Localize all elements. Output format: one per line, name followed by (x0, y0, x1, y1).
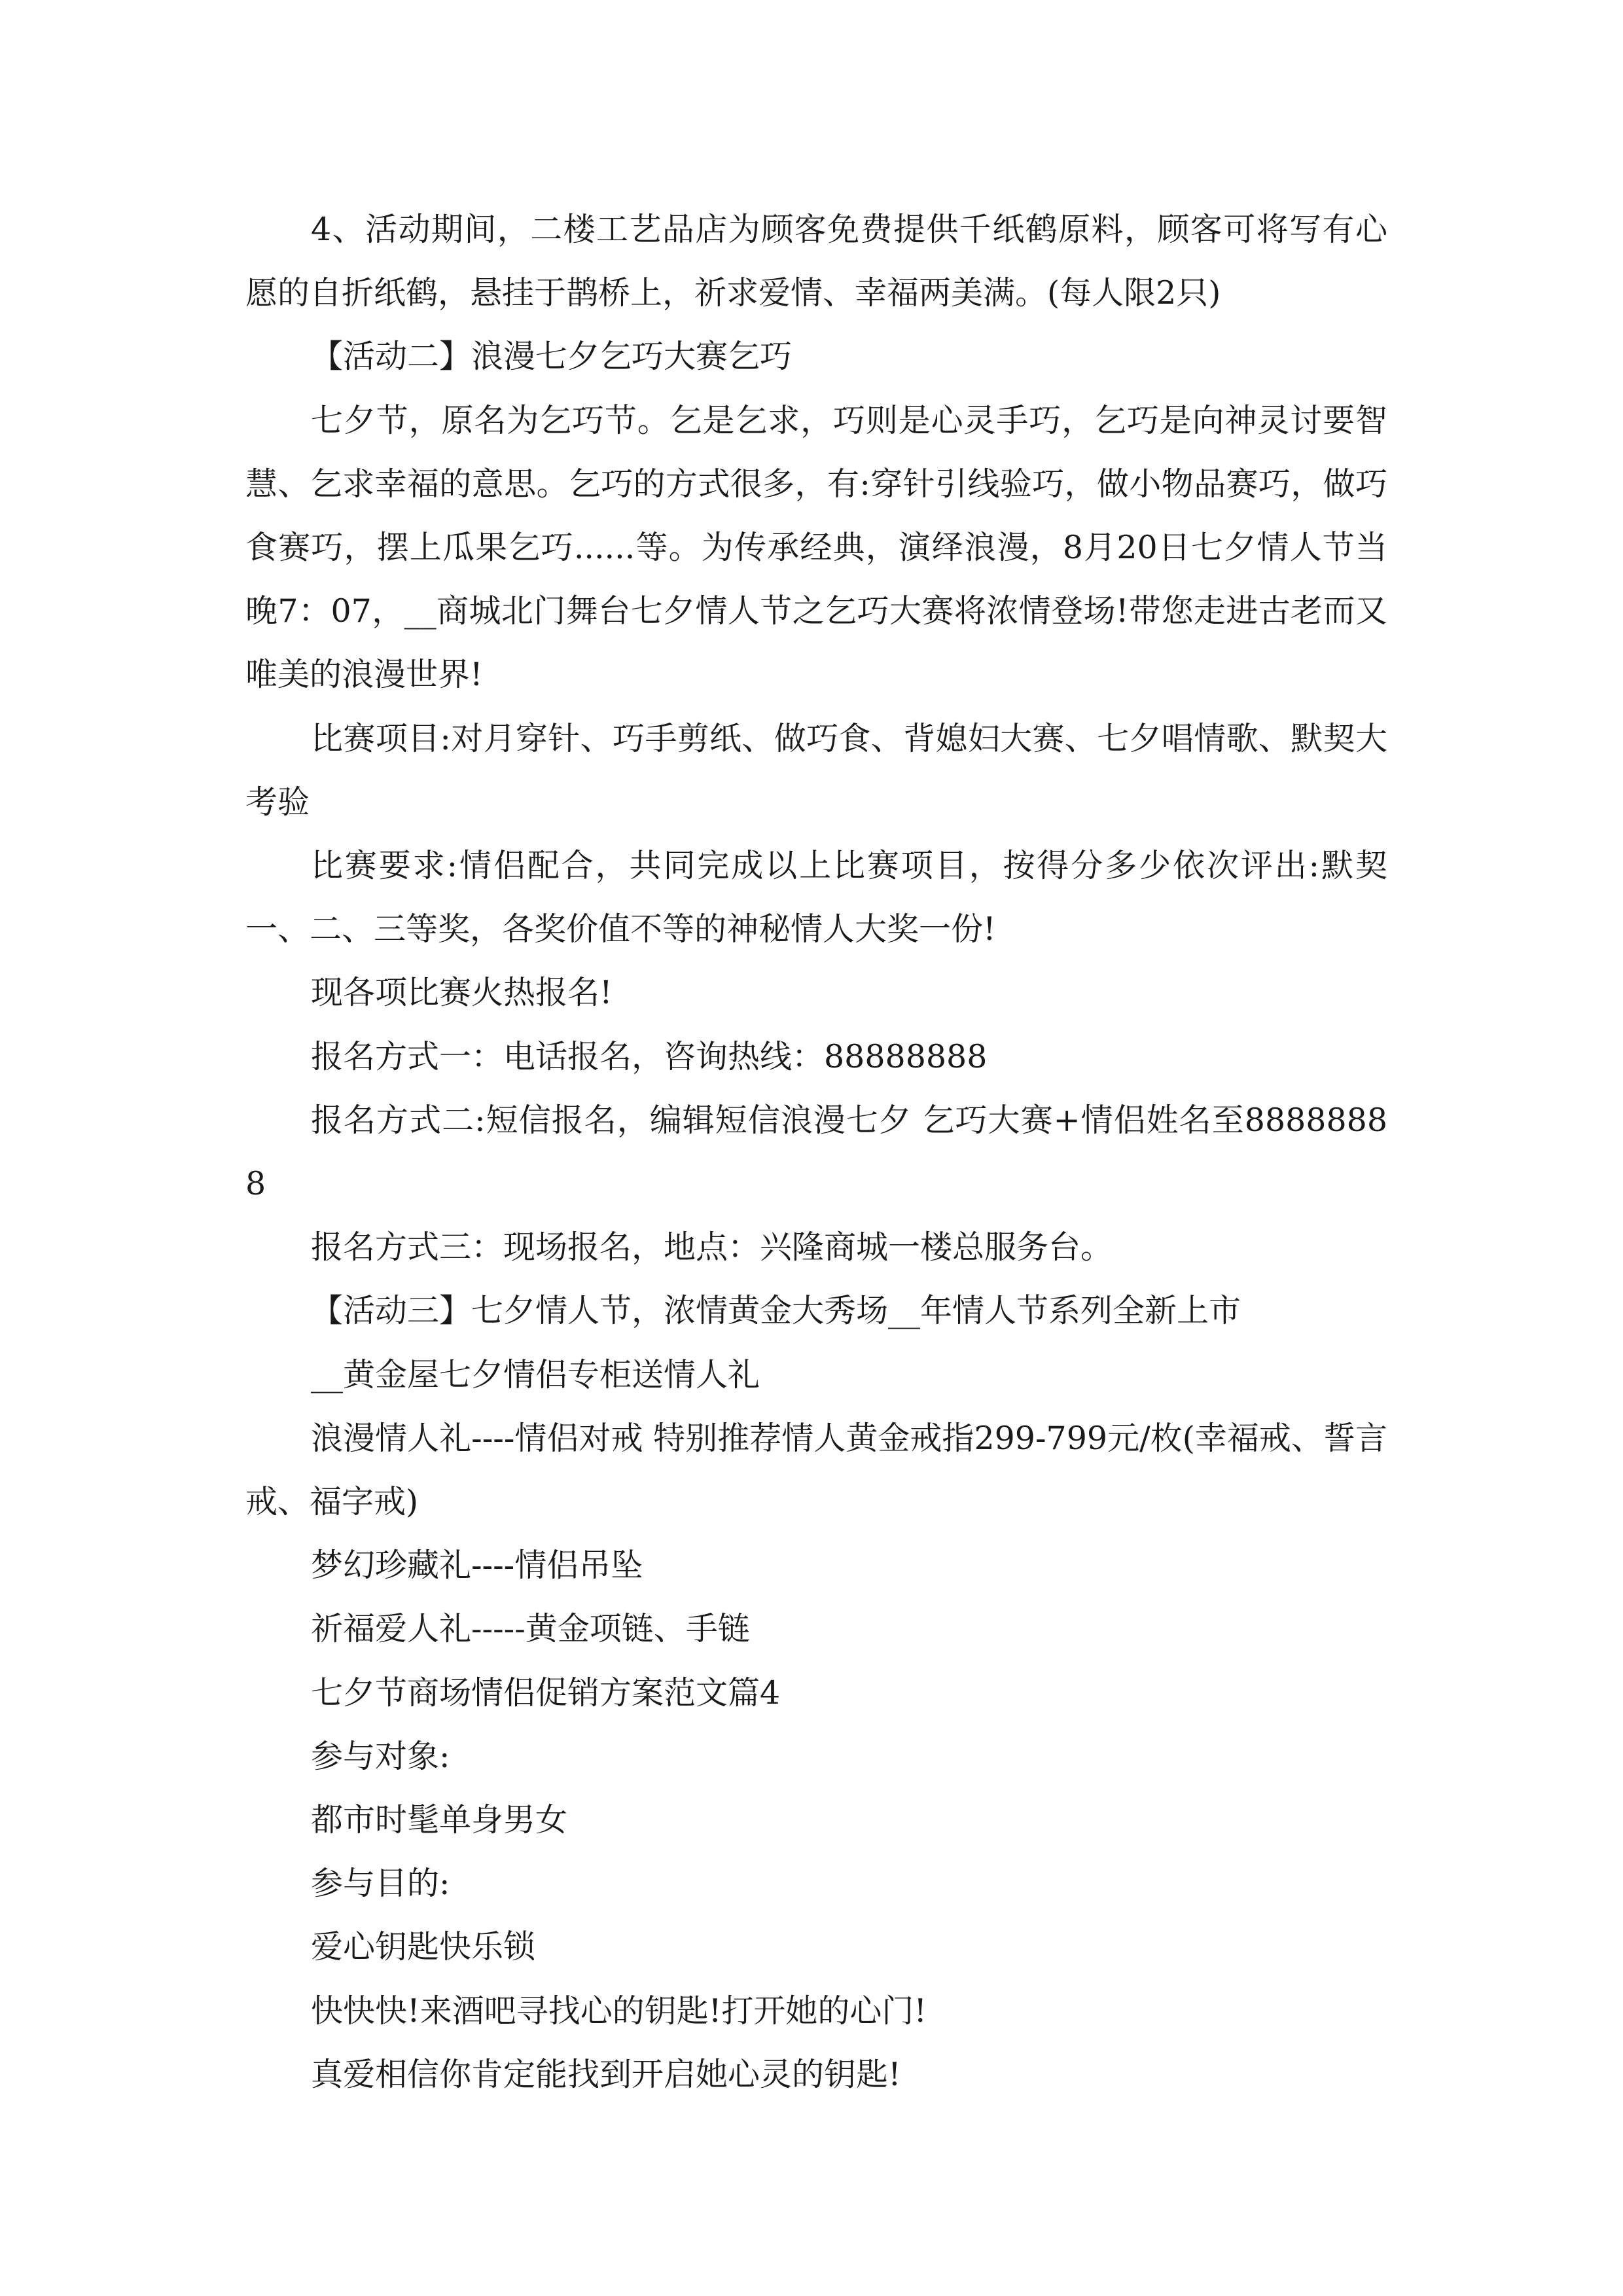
paragraph-registration-method-3: 报名方式三：现场报名，地点：兴隆商城一楼总服务台。 (311, 1229, 1113, 1266)
paragraph-participants: 都市时髦单身男女 (311, 1801, 568, 1839)
paragraph-gold-house-gift: __黄金屋七夕情侣专柜送情人礼 (311, 1355, 760, 1393)
paragraph-romantic-gift: 浪漫情人礼----情侣对戒 特别推荐情人黄金戒指299-799元/枚(幸福戒、誓言戒、福字戒) (245, 1419, 1387, 1521)
paragraph-call-to-action: 快快快!来酒吧寻找心的钥匙!打开她的心门! (311, 1992, 927, 2030)
paragraph-blessing-gift: 祈福爱人礼-----黄金项链、手链 (311, 1610, 750, 1648)
paragraph-purpose-label: 参与目的: (311, 1865, 450, 1903)
document-body (245, 198, 1387, 2106)
section-title-plan-4: 七夕节商场情侣促销方案范文篇4 (311, 1674, 781, 1712)
paragraph-dream-gift: 梦幻珍藏礼----情侣吊坠 (311, 1547, 643, 1585)
paragraph-activity-4: 4、活动期间，二楼工艺品店为顾客免费提供千纸鹤原料，顾客可将写有心愿的自折纸鹤，悬挂于鹊桥上，祈求爱情、幸福两美满。(每人限2只) (245, 211, 1387, 312)
paragraph-qixi-intro: 七夕节，原名为乞巧节。乞是乞求，巧则是心灵手巧，乞巧是向神灵讨要智慧、乞求幸福的意思。乞巧的方式很多，有:穿针引线验巧，做小物品赛巧，做巧食赛巧，摆上瓜果乞巧......等。为传承经典，演绎浪漫，8月20日七夕情人节当晚7：07，__商城北门舞台七夕情人节之乞巧大赛将浓情登场!带您走进古老而又唯美的浪漫世界! (245, 401, 1387, 694)
paragraph-participants-label: 参与对象: (311, 1737, 450, 1775)
paragraph-registration-open: 现各项比赛火热报名! (311, 974, 613, 1012)
heading-activity-two: 【活动二】浪漫七夕乞巧大赛乞巧 (311, 338, 793, 376)
paragraph-registration-method-2: 报名方式二:短信报名，编辑短信浪漫七夕 乞巧大赛+情侣姓名至88888888 (245, 1101, 1387, 1203)
paragraph-competition-items: 比赛项目:对月穿针、巧手剪纸、做巧食、背媳妇大赛、七夕唱情歌、默契大考验 (245, 719, 1387, 821)
paragraph-competition-requirements: 比赛要求:情侣配合，共同完成以上比赛项目，按得分多少依次评出:默契一、二、三等奖，各奖价值不等的神秘情人大奖一份! (245, 847, 1387, 948)
paragraph-registration-method-1: 报名方式一：电话报名，咨询热线：88888888 (311, 1037, 988, 1075)
heading-activity-three: 【活动三】七夕情人节，浓情黄金大秀场__年情人节系列全新上市 (311, 1292, 1241, 1330)
paragraph-purpose: 爱心钥匙快乐锁 (311, 1928, 536, 1966)
paragraph-closing: 真爱相信你肯定能找到开启她心灵的钥匙! (311, 2055, 901, 2093)
